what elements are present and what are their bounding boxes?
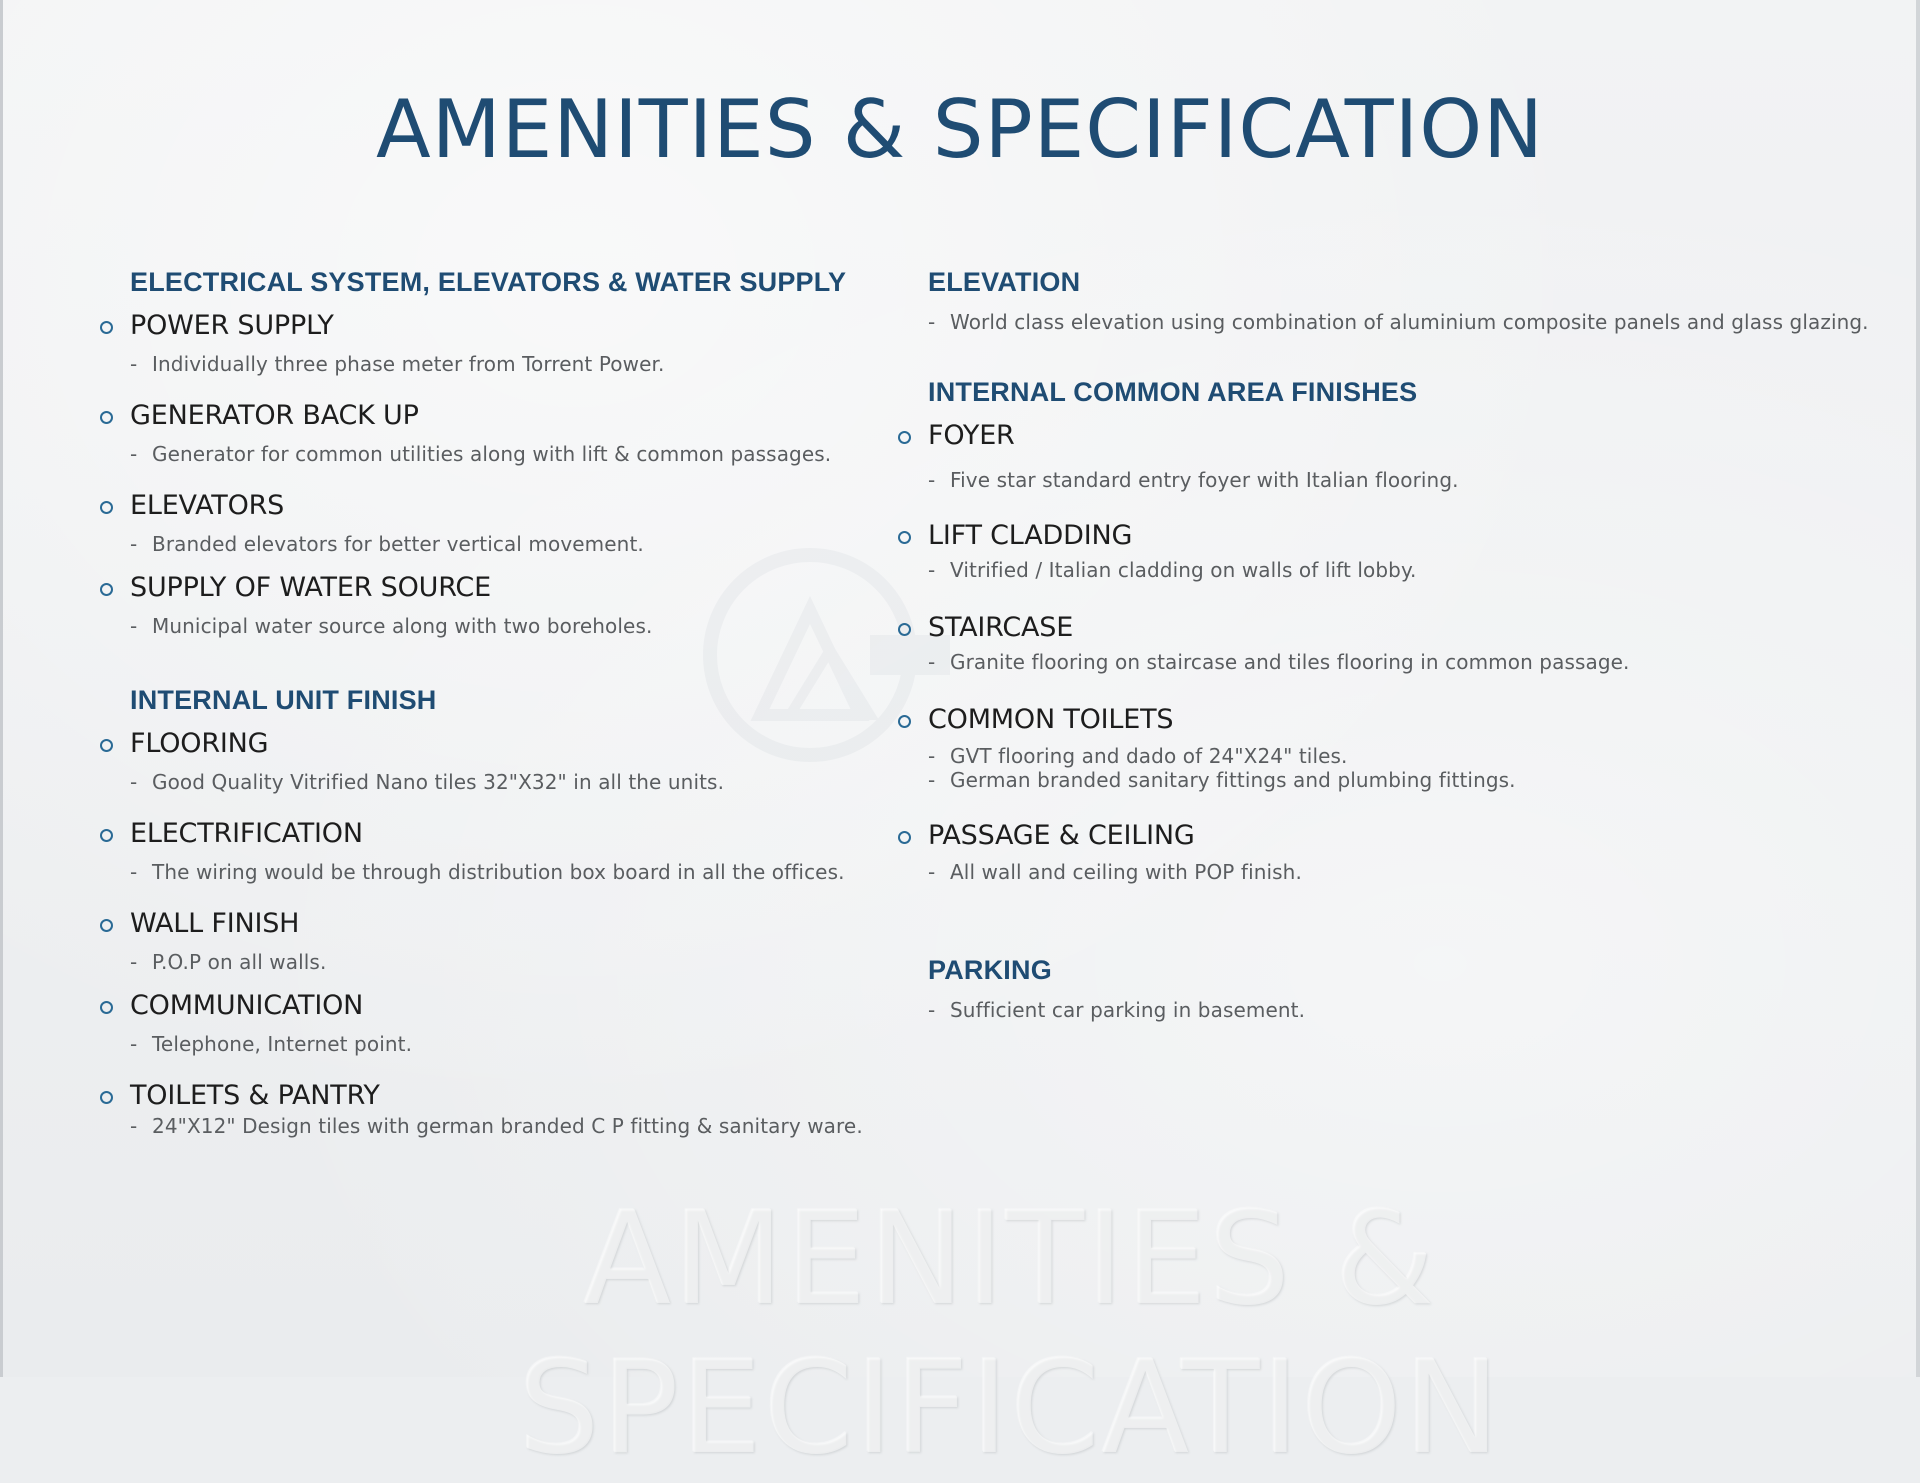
circle-bullet-icon — [100, 1091, 113, 1104]
circle-bullet-icon — [898, 623, 911, 636]
spec-item-title: WALL FINISH — [130, 908, 300, 939]
watermark-text: AMENITIES & SPECIFICATION — [518, 1185, 1502, 1483]
detail-text: Branded elevators for better vertical movement. — [152, 532, 644, 556]
section-internal-unit-finish — [96, 680, 876, 1138]
page-title: AMENITIES & SPECIFICATION — [375, 83, 1545, 176]
detail-text: Generator for common utilities along with lift & common passages. — [152, 442, 832, 466]
spec-item-detail: - Vitrified / Italian cladding on walls of lift lobby. — [928, 558, 1417, 582]
spec-item-communication — [96, 990, 876, 1056]
spec-item-title: STAIRCASE — [928, 612, 1074, 643]
page-edge-right — [1916, 0, 1920, 1377]
detail-text: The wiring would be through distribution box board in all the offices. — [152, 860, 845, 884]
detail-text: World class elevation using combination of aluminium composite panels and glass glazing. — [950, 310, 1869, 334]
detail-text: Vitrified / Italian cladding on walls of lift lobby. — [950, 558, 1417, 582]
detail-text: Telephone, Internet point. — [152, 1032, 413, 1056]
circle-bullet-icon — [898, 531, 911, 544]
detail-text: All wall and ceiling with POP finish. — [950, 860, 1302, 884]
spec-item-wall-finish — [96, 908, 876, 974]
spec-item-title: COMMON TOILETS — [928, 704, 1174, 735]
section-common-area — [894, 372, 1894, 884]
detail-text: P.O.P on all walls. — [152, 950, 327, 974]
spec-item-title: LIFT CLADDING — [928, 520, 1133, 551]
spec-item-detail: - Five star standard entry foyer with Italian flooring. — [928, 468, 1459, 492]
detail-text: Good Quality Vitrified Nano tiles 32"X32" in all the units. — [152, 770, 725, 794]
spec-item-detail: - P.O.P on all walls. — [130, 950, 327, 974]
spec-item-toilets-pantry — [96, 1080, 876, 1138]
page-edge-left — [0, 0, 3, 1377]
spec-item-power-supply — [96, 310, 876, 376]
circle-bullet-icon — [100, 829, 113, 842]
detail-text: 24"X12" Design tiles with german branded C P fitting & sanitary ware. — [152, 1114, 863, 1138]
spec-item-title: ELECTRIFICATION — [130, 818, 363, 849]
spec-item-title: FLOORING — [130, 728, 269, 759]
spec-item-foyer — [894, 420, 1894, 492]
circle-bullet-icon — [100, 411, 113, 424]
spec-item-staircase — [894, 612, 1894, 674]
circle-bullet-icon — [100, 501, 113, 514]
spec-item-detail: - Telephone, Internet point. — [130, 1032, 413, 1056]
section-parking — [894, 950, 1894, 1022]
spec-item-electrification — [96, 818, 876, 884]
spec-item-water-source — [96, 572, 876, 638]
circle-bullet-icon — [100, 739, 113, 752]
spec-item-title: ELEVATORS — [130, 490, 285, 521]
spec-item-title: PASSAGE & CEILING — [928, 820, 1195, 851]
section-heading: PARKING — [928, 955, 1052, 985]
spec-item-detail: - Municipal water source along with two boreholes. — [130, 614, 653, 638]
spec-item-detail: - Generator for common utilities along with lift & common passages. — [130, 442, 832, 466]
left-column — [96, 262, 876, 1138]
detail-text: Five star standard entry foyer with Italian flooring. — [950, 468, 1459, 492]
detail-text: German branded sanitary fittings and plumbing fittings. — [950, 768, 1516, 792]
spec-item-generator — [96, 400, 876, 466]
spec-item-detail: - The wiring would be through distribution box board in all the offices. — [130, 860, 845, 884]
spec-item-passage-ceiling — [894, 820, 1894, 884]
spec-item-title: TOILETS & PANTRY — [130, 1080, 380, 1111]
section-detail: - World class elevation using combination of aluminium composite panels and glass glazing. — [928, 310, 1869, 334]
spec-item-title: COMMUNICATION — [130, 990, 364, 1021]
spec-item-detail: - Good Quality Vitrified Nano tiles 32"X32" in all the units. — [130, 770, 725, 794]
section-electrical — [96, 262, 876, 638]
detail-text: Granite flooring on staircase and tiles flooring in common passage. — [950, 650, 1630, 674]
spec-item-detail: - Granite flooring on staircase and tiles flooring in common passage. — [928, 650, 1630, 674]
detail-text: Sufficient car parking in basement. — [950, 998, 1306, 1022]
section-elevation — [894, 262, 1894, 334]
spec-item-title: POWER SUPPLY — [130, 310, 334, 341]
spec-item-elevators — [96, 490, 876, 556]
detail-text: Municipal water source along with two boreholes. — [152, 614, 653, 638]
spec-item-detail: - All wall and ceiling with POP finish. — [928, 860, 1302, 884]
circle-bullet-icon — [100, 583, 113, 596]
circle-bullet-icon — [100, 919, 113, 932]
spec-item-title: GENERATOR BACK UP — [130, 400, 419, 431]
circle-bullet-icon — [100, 321, 113, 334]
spec-item-title: SUPPLY OF WATER SOURCE — [130, 572, 491, 603]
section-detail: - Sufficient car parking in basement. — [928, 998, 1306, 1022]
spec-item-common-toilets — [894, 704, 1894, 792]
spec-item-flooring — [96, 728, 876, 794]
circle-bullet-icon — [898, 831, 911, 844]
section-heading: ELECTRICAL SYSTEM, ELEVATORS & WATER SUPPLY — [130, 267, 847, 297]
section-heading: INTERNAL COMMON AREA FINISHES — [928, 377, 1418, 407]
spec-item-detail: - 24"X12" Design tiles with german branded C P fitting & sanitary ware. — [130, 1114, 863, 1138]
spec-item-title: FOYER — [928, 420, 1015, 451]
detail-text: GVT flooring and dado of 24"X24" tiles. — [950, 744, 1348, 768]
spec-item-lift-cladding — [894, 520, 1894, 582]
spec-item-detail: - Individually three phase meter from Torrent Power. — [130, 352, 665, 376]
section-heading: INTERNAL UNIT FINISH — [130, 685, 437, 715]
spec-item-detail: - Branded elevators for better vertical movement. — [130, 532, 644, 556]
right-column — [894, 262, 1894, 1022]
circle-bullet-icon — [898, 431, 911, 444]
section-heading: ELEVATION — [928, 267, 1081, 297]
circle-bullet-icon — [898, 715, 911, 728]
circle-bullet-icon — [100, 1001, 113, 1014]
spec-item-detail: - GVT flooring and dado of 24"X24" tiles. - German branded sanitary fittings and plumbing fittings. — [928, 744, 1516, 792]
detail-text: Individually three phase meter from Torrent Power. — [152, 352, 665, 376]
